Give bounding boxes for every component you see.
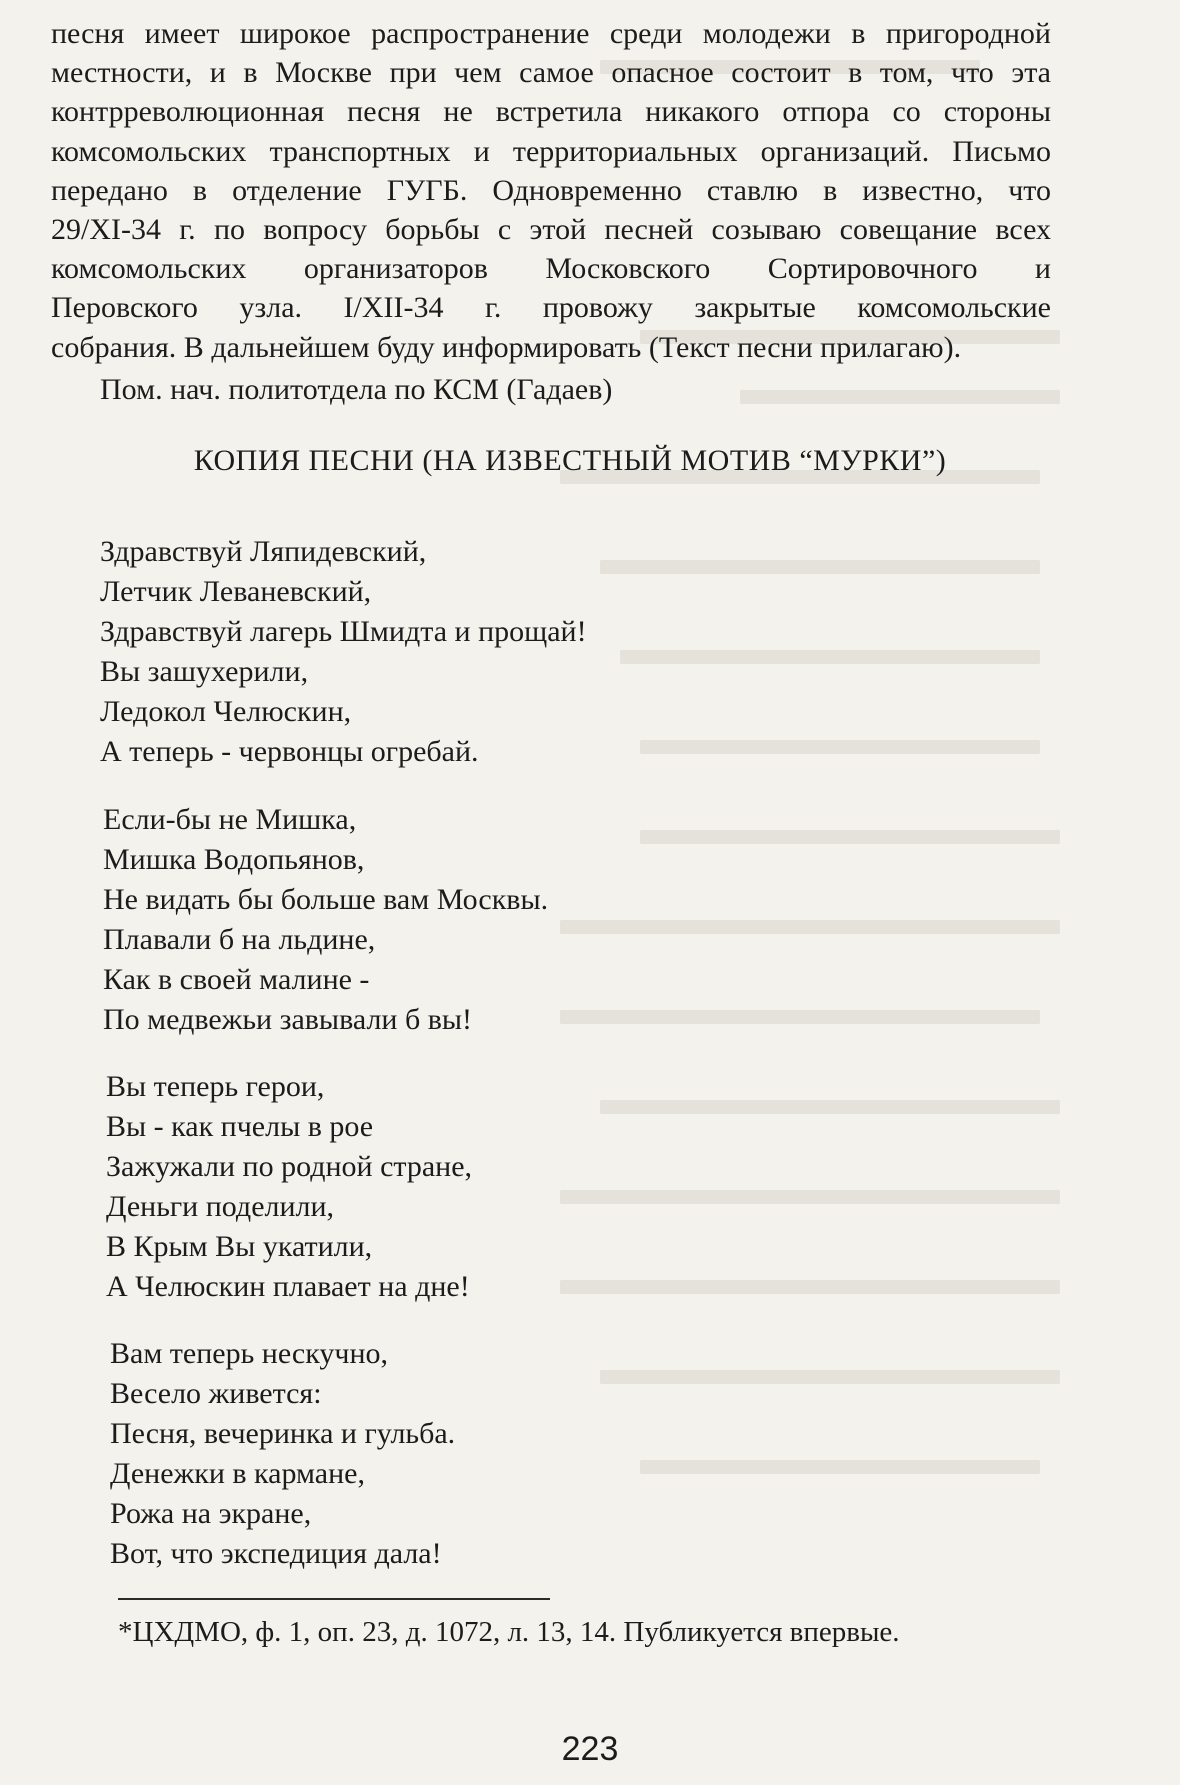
stanza-1	[100, 532, 587, 772]
verse-line: В Крым Вы укатили,	[106, 1230, 373, 1263]
verse-line: Плавали б на льдине,	[103, 923, 376, 956]
verse-line: Не видать бы больше вам Москвы.	[103, 883, 549, 916]
letter-line: собрания. В дальнейшем буду информировать (Текст песни прилагаю).	[51, 330, 962, 364]
verse-line: Деньги поделили,	[106, 1190, 335, 1223]
verse-line: А Челюскин плавает на дне!	[106, 1270, 470, 1303]
verse-line: А теперь - червонцы огребай.	[100, 735, 479, 768]
verse-line: Вам теперь нескучно,	[110, 1337, 389, 1370]
letter-paragraph	[51, 14, 1051, 367]
letter-line: комсомольских транспортных и территориальных организаций. Письмо	[51, 134, 1051, 168]
footnote: *ЦХДМО, ф. 1, оп. 23, д. 1072, л. 13, 14. Публикуется впервые.	[118, 1616, 900, 1648]
verse-line: Как в своей малине -	[103, 963, 370, 996]
stanza-4	[110, 1334, 455, 1574]
verse-line: Вот, что экспедиция дала!	[110, 1537, 442, 1570]
verse-line: Песня, вечеринка и гульба.	[110, 1417, 456, 1450]
letter-line: Перовского узла. I/XII-34 г. провожу закрытые комсомольские	[51, 291, 1051, 325]
footnote-divider	[118, 1598, 550, 1600]
stanza-2	[103, 800, 548, 1040]
verse-line: Если-бы не Мишка,	[103, 803, 357, 836]
verse-line: Весело живется:	[110, 1377, 322, 1410]
verse-line: Мишка Водопьянов,	[103, 843, 365, 876]
letter-line: 29/XI-34 г. по вопросу борьбы с этой песней созываю совещание всех	[51, 212, 1051, 246]
verse-line: Летчик Леваневский,	[100, 575, 372, 608]
verse-line: Вы - как пчелы в рое	[106, 1110, 374, 1143]
verse-line: Зажужали по родной стране,	[106, 1150, 473, 1183]
verse-line: Здравствуй лагерь Шмидта и прощай!	[100, 615, 587, 648]
verse-line: Вы зашухерили,	[100, 655, 309, 688]
verse-line: Рожа на экране,	[110, 1497, 312, 1530]
page-number: 223	[561, 1730, 619, 1768]
verse-line: Ледокол Челюскин,	[100, 695, 352, 728]
verse-line: Вы теперь герои,	[106, 1070, 325, 1103]
letter-line: песня имеет широкое распространение среди молодежи в пригородной	[51, 17, 1051, 50]
letter-line: передано в отделение ГУГБ. Одновременно ставлю в известно, что	[51, 173, 1051, 207]
letter-line: контрреволюционная песня не встретила никакого отпора со стороны	[51, 95, 1051, 129]
song-heading: КОПИЯ ПЕСНИ (НА ИЗВЕСТНЫЙ МОТИВ “МУРКИ”)	[193, 444, 947, 477]
verse-line: По медвежьи завывали б вы!	[103, 1003, 473, 1036]
letter-line: комсомольских организаторов Московского Сортировочного и	[51, 252, 1051, 286]
verse-line: Денежки в кармане,	[110, 1457, 365, 1490]
stanza-3	[106, 1067, 472, 1307]
verse-line: Здравствуй Ляпидевский,	[100, 535, 427, 568]
signature: Пом. нач. политотдела по КСМ (Гадаев)	[100, 373, 613, 406]
letter-line: местности, и в Москве при чем самое опасное состоит в том, что эта	[51, 56, 1051, 90]
